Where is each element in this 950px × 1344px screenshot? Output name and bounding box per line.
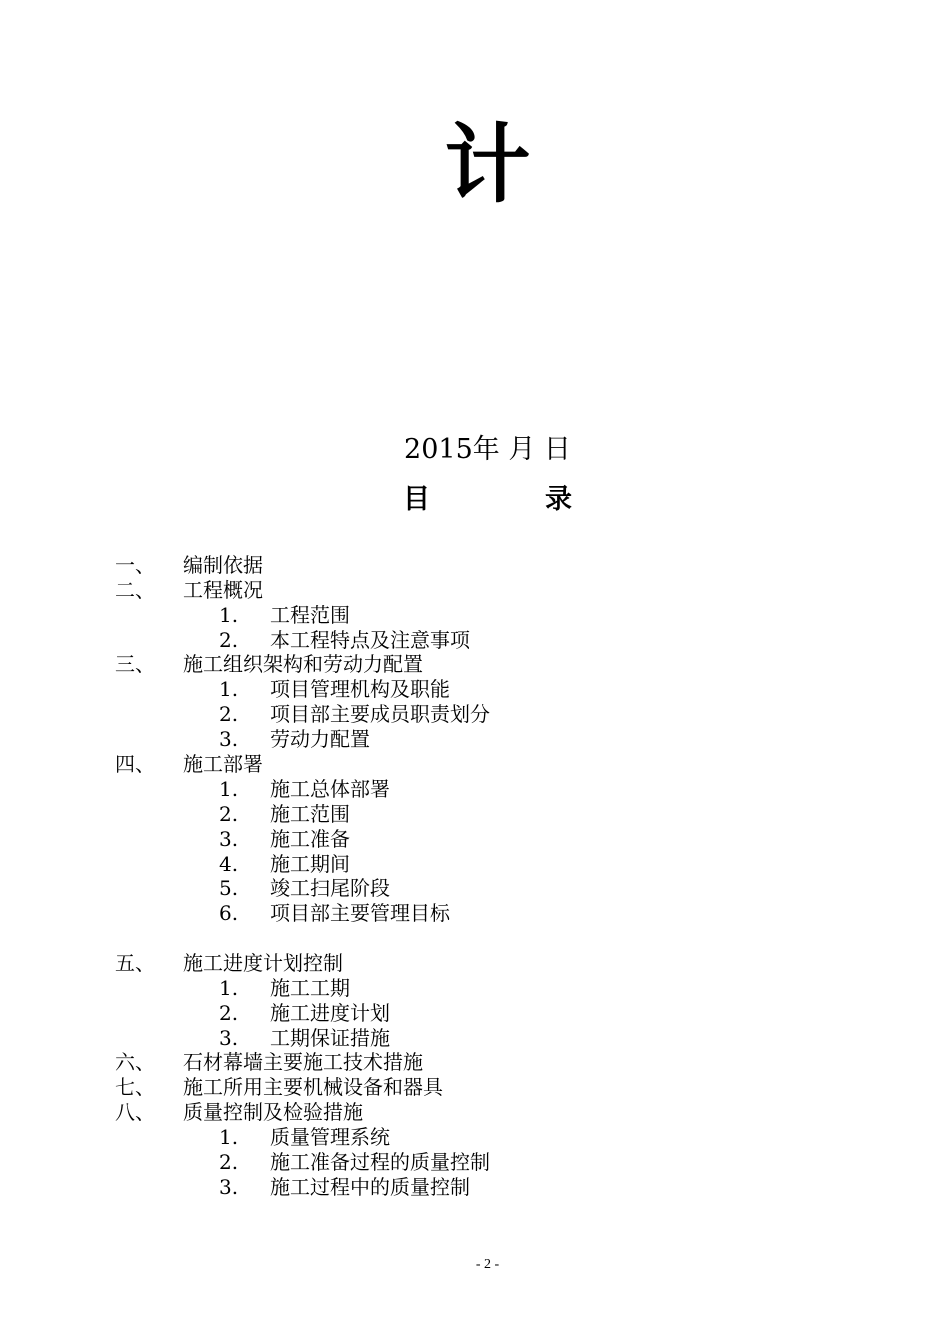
- toc-number: 4.: [219, 852, 239, 876]
- toc-item: [0, 901, 950, 926]
- toc-text: 施工总体部署: [270, 777, 390, 801]
- toc-section-3: [0, 652, 950, 677]
- toc-number: 6.: [219, 901, 239, 925]
- toc-text: 施工范围: [270, 802, 350, 826]
- toc-text: 竣工扫尾阶段: [270, 876, 390, 900]
- page-number: - 2 -: [475, 1257, 500, 1272]
- toc-item: [0, 702, 950, 727]
- toc-number: 3.: [219, 1175, 239, 1199]
- toc-text: 施工过程中的质量控制: [270, 1175, 470, 1199]
- title-character: 计: [444, 115, 531, 215]
- toc-number: 3.: [219, 827, 239, 851]
- toc-section-4: [0, 752, 950, 777]
- toc-text: 项目部主要成员职责划分: [270, 702, 490, 726]
- toc-text: 质量控制及检验措施: [183, 1100, 363, 1124]
- toc-number: 六、: [115, 1050, 155, 1074]
- toc-text: 施工准备: [270, 827, 350, 851]
- date-line: 2015年 月 日: [404, 434, 571, 465]
- toc-number: 一、: [115, 553, 155, 577]
- toc-number: 3.: [219, 727, 239, 751]
- toc-number: 四、: [115, 752, 155, 776]
- toc-item: [0, 603, 950, 628]
- toc-text: 项目管理机构及职能: [270, 677, 450, 701]
- toc-item: [0, 1175, 950, 1200]
- toc-text: 施工组织架构和劳动力配置: [183, 652, 423, 676]
- toc-text: 施工准备过程的质量控制: [270, 1150, 490, 1174]
- toc-text: 本工程特点及注意事项: [270, 628, 470, 652]
- toc-number: 2.: [219, 702, 239, 726]
- toc-item: [0, 777, 950, 802]
- toc-item: [0, 876, 950, 901]
- toc-item: [0, 677, 950, 702]
- toc-item: [0, 827, 950, 852]
- toc-number: 八、: [115, 1100, 155, 1124]
- toc-section-1: [0, 553, 950, 578]
- toc-section-6: [0, 1050, 950, 1075]
- toc-number: 2.: [219, 628, 239, 652]
- toc-number: 5.: [219, 876, 239, 900]
- toc-text: 施工进度计划: [270, 1001, 390, 1025]
- toc-item: [0, 1001, 950, 1026]
- toc-number: 2.: [219, 802, 239, 826]
- toc-text: 工程概况: [183, 578, 263, 602]
- toc-text: 施工所用主要机械设备和器具: [183, 1075, 443, 1099]
- toc-item: [0, 1026, 950, 1051]
- toc-number: 2.: [219, 1150, 239, 1174]
- toc-item: [0, 1150, 950, 1175]
- toc-section-5: [0, 951, 950, 976]
- toc-number: 1.: [219, 603, 239, 627]
- toc-item: [0, 976, 950, 1001]
- toc-text: 项目部主要管理目标: [270, 901, 450, 925]
- toc-number: 1.: [219, 976, 239, 1000]
- toc-text: 劳动力配置: [270, 727, 370, 751]
- toc-number: 五、: [115, 951, 155, 975]
- toc-item: [0, 628, 950, 653]
- toc-text: 质量管理系统: [270, 1125, 390, 1149]
- toc-number: 2.: [219, 1001, 239, 1025]
- toc-item: [0, 852, 950, 877]
- toc-number: 1.: [219, 677, 239, 701]
- toc-number: 二、: [115, 578, 155, 602]
- toc-number: 3.: [219, 1026, 239, 1050]
- toc-text: 工期保证措施: [270, 1026, 390, 1050]
- toc-section-7: [0, 1075, 950, 1100]
- toc-number: 三、: [115, 652, 155, 676]
- toc-heading-right: 录: [545, 484, 572, 515]
- toc-section-8: [0, 1100, 950, 1125]
- toc-item: [0, 727, 950, 752]
- toc-text: 编制依据: [183, 553, 263, 577]
- toc-number: 1.: [219, 777, 239, 801]
- toc-text: 施工进度计划控制: [183, 951, 343, 975]
- toc-text: 石材幕墙主要施工技术措施: [183, 1050, 423, 1074]
- toc-section-2: [0, 578, 950, 603]
- toc-number: 1.: [219, 1125, 239, 1149]
- toc-text: 施工部署: [183, 752, 263, 776]
- toc-heading-left: 目: [403, 484, 430, 515]
- toc-item: [0, 1125, 950, 1150]
- toc-number: 七、: [115, 1075, 155, 1099]
- toc-text: 工程范围: [270, 603, 350, 627]
- toc-text: 施工期间: [270, 852, 350, 876]
- toc-text: 施工工期: [270, 976, 350, 1000]
- toc-item: [0, 802, 950, 827]
